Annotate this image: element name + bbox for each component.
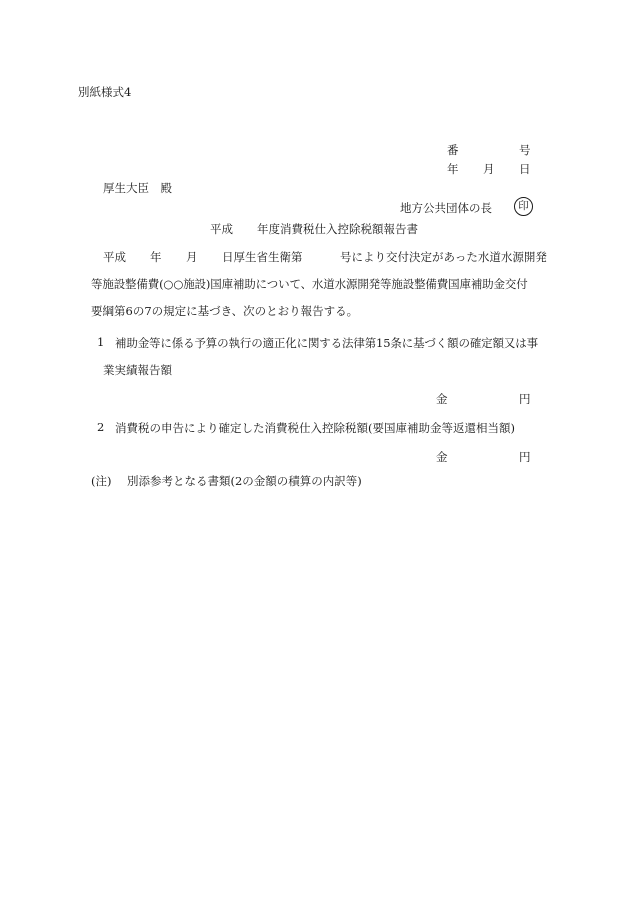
number-label-left: 番: [447, 143, 459, 157]
item-1-text: 補助金等に係る予算の執行の適正化に関する法律第15条に基づく額の確定額又は事: [115, 336, 538, 350]
body-text-b: 号により交付決定があった水道水源開発: [340, 250, 547, 264]
note-label: (注): [91, 474, 112, 488]
date-month-label: 月: [483, 162, 495, 176]
item-1-continuation: 業実績報告額: [103, 363, 172, 377]
body-text-a: 日厚生省生衛第: [222, 250, 303, 264]
title-text: 年度消費税仕入控除税額報告書: [257, 222, 418, 236]
item-1-amount-unit: 円: [519, 392, 531, 406]
note-text: 別添参考となる書類(2の金額の積算の内訳等): [127, 474, 362, 488]
seal-mark: 印: [514, 197, 533, 216]
body-line-3: 要綱第6の7の規定に基づき、次のとおり報告する。: [91, 304, 359, 318]
body-era: 平成: [103, 250, 126, 264]
date-day-label: 日: [519, 162, 531, 176]
item-2-amount-unit: 円: [519, 450, 531, 464]
addressee: 厚生大臣 殿: [103, 181, 172, 195]
form-label: 別紙様式4: [78, 85, 132, 99]
item-2-text: 消費税の申告により確定した消費税仕入控除税額(要国庫補助金等返還相当額): [115, 421, 515, 435]
title-era: 平成: [210, 222, 233, 236]
number-label-right: 号: [519, 143, 531, 157]
item-1-number: 1: [97, 335, 105, 349]
sender-label: 地方公共団体の長: [400, 201, 492, 215]
item-2-amount-label: 金: [436, 450, 448, 464]
body-month: 月: [186, 250, 198, 264]
item-1-amount-label: 金: [436, 392, 448, 406]
date-year-label: 年: [447, 162, 459, 176]
item-2-number: 2: [97, 420, 105, 434]
body-year: 年: [150, 250, 162, 264]
body-line-2: 等施設整備費(○○施設)国庫補助について、水道水源開発等施設整備費国庫補助金交付: [91, 277, 528, 291]
